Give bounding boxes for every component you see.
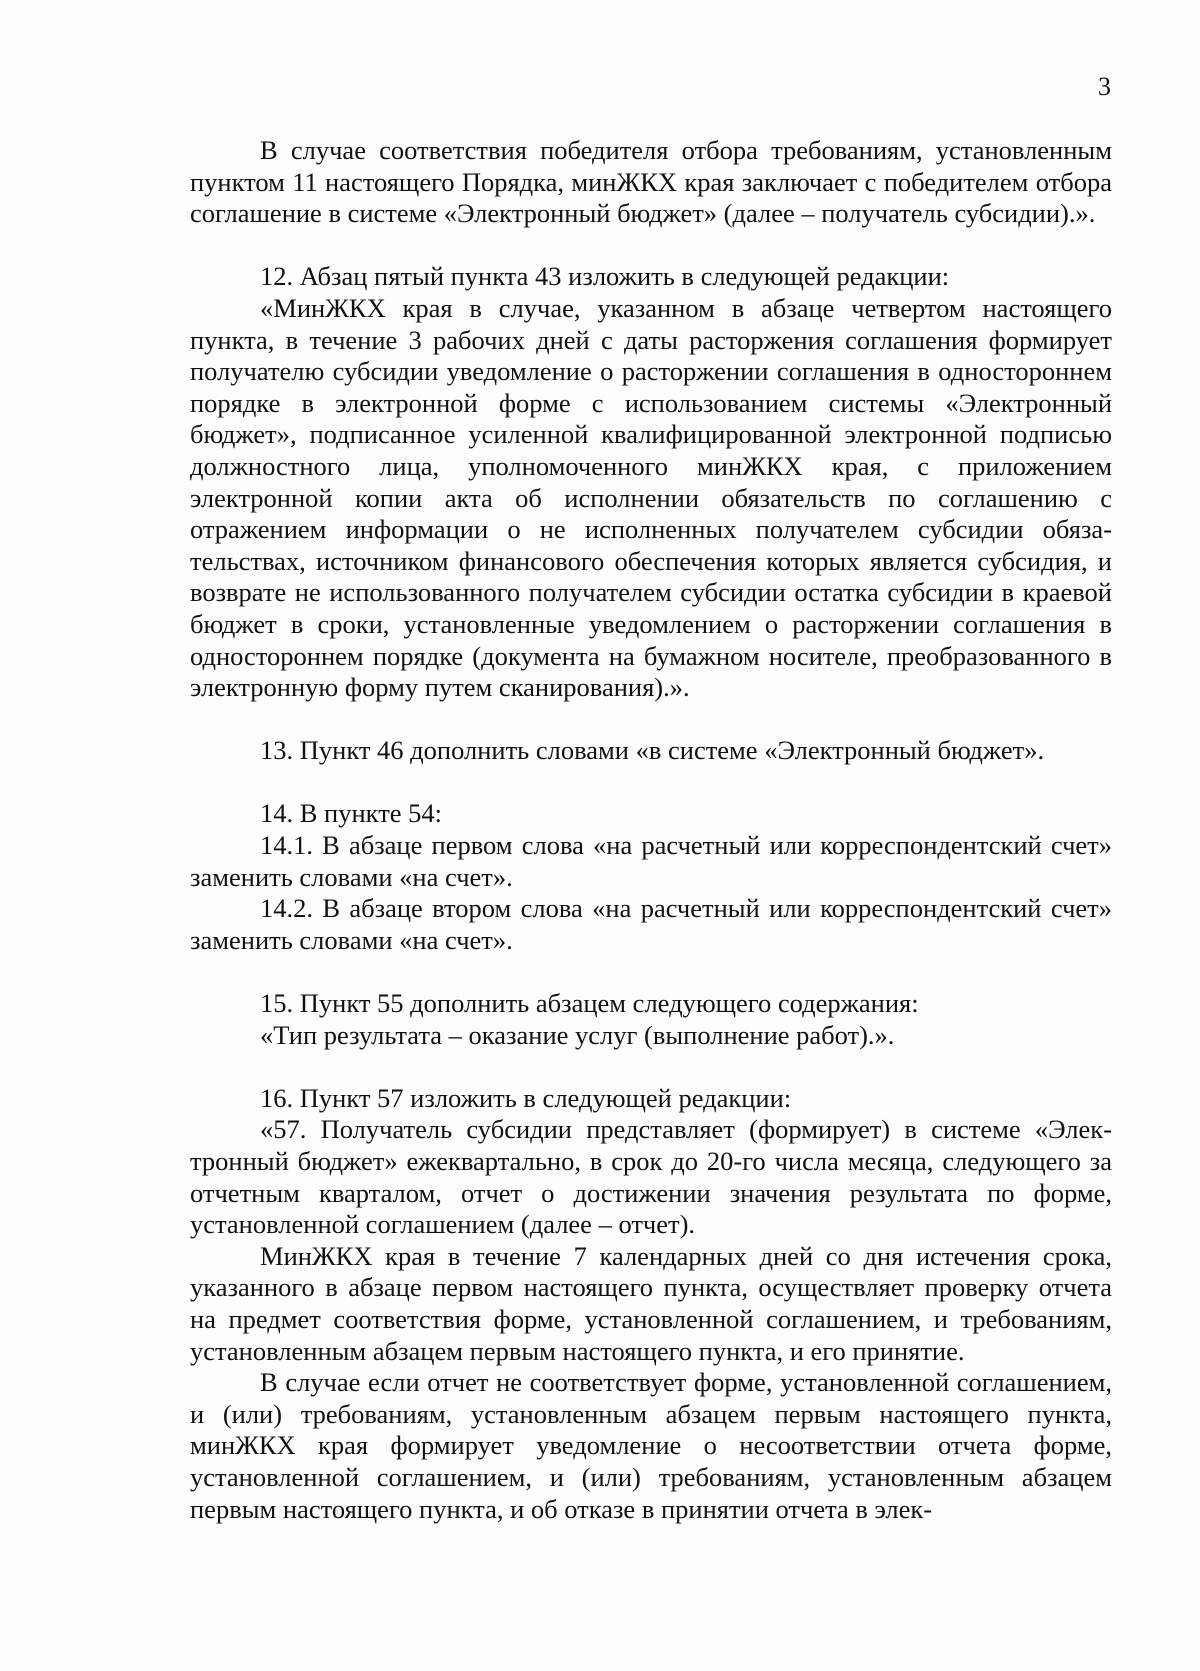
paragraph: МинЖКХ края в течение 7 календарных дней со дня истечения срока, указанного в абзаце первом настоящего пункта, осуществляет проверку отчета на предмет соответствия форме, установленной соглашением, и требованиям, установленным абзацем первым настоящего пункта, и его принятие. <box>190 1240 1112 1366</box>
paragraph: 14.1. В абзаце первом слова «на расчетный или корреспондентский счет» заменить словами «на счет». <box>190 830 1112 892</box>
paragraph: «Тип результата – оказание услуг (выполнение работ).». <box>260 1019 895 1050</box>
page-number: 3 <box>1098 72 1111 101</box>
paragraph-spacer <box>190 767 1112 799</box>
paragraph: 13. Пункт 46 дополнить словами «в системе «Электронный бюджет». <box>260 735 1045 766</box>
paragraph-spacer <box>190 1051 1112 1083</box>
paragraph-spacer <box>190 956 1112 988</box>
paragraph: 15. Пункт 55 дополнить абзацем следующего содержания: <box>260 988 919 1019</box>
paragraph: 16. Пункт 57 изложить в следующей редакции: <box>260 1082 792 1113</box>
paragraph: 12. Абзац пятый пункта 43 изложить в следующей редакции: <box>260 261 950 292</box>
paragraph: В случае соответствия победителя отбора требованиям, установленным пунктом 11 настоящего Порядка, минЖКХ края заключает с победителем отбора соглашение в системе «Электронный бюджет» (далее – получатель субсидии).». <box>190 135 1112 229</box>
document-body <box>190 135 1112 1525</box>
paragraph: «57. Получатель субсидии представляет (формирует) в системе «Электронный бюджет» ежеквартально, в срок до 20-го числа месяца, следующего за отчетным кварталом, отчет о достижении значения результата по форме, установленной соглашением (далее – отчет). <box>190 1114 1112 1240</box>
paragraph: «МинЖКХ края в случае, указанном в абзаце четвертом настоящего пункта, в течение 3 рабочих дней с даты расторжения соглашения формирует получателю субсидии уведомление о расторжении соглашения в одностороннем порядке в электронной форме с использованием системы «Электронный бюджет», подписанное усиленной квалифицированной электронной подписью должностного лица, уполномоченного минЖКХ края, с приложением электронной копии акта об исполнении обязательств по соглашению с отражением информации о не исполненных получателем субсидии обязательствах, источником финансового обеспечения которых является субсидия, и возврате не использованного получателем субсидии остатка субсидии в краевой бюджет в сроки, установленные уведомлением о расторжении соглашения в одностороннем порядке (документа на бумажном носителе, преобразованного в электронную форму путем сканирования).». <box>190 292 1112 703</box>
paragraph: 14. В пункте 54: <box>260 798 443 829</box>
paragraph-spacer <box>190 704 1112 736</box>
paragraph-spacer <box>190 230 1112 262</box>
paragraph: 14.2. В абзаце втором слова «на расчетный или корреспондентский счет» заменить словами «на счет». <box>190 893 1112 955</box>
paragraph: В случае если отчет не соответствует форме, установленной соглашением, и (или) требованиям, установленным абзацем первым настоящего пункта, минЖКХ края формирует уведомление о несоответствии отчета форме, установленной соглашением, и (или) требованиям, установленным абзацем первым настоящего пункта, и об отказе в принятии отчета в элек- <box>190 1367 1112 1524</box>
